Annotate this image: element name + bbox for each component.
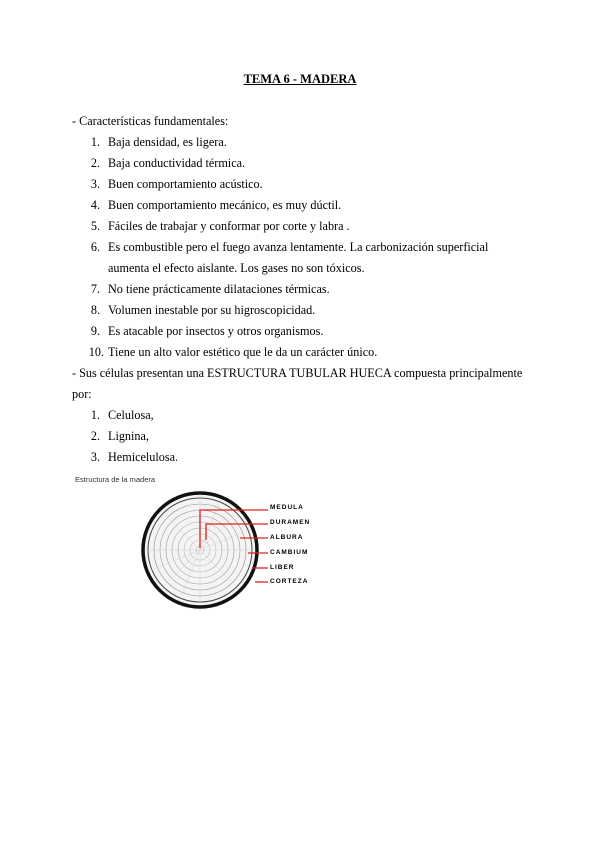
list-item: Hemicelulosa.	[108, 450, 179, 464]
list-item-number: 4.	[90, 198, 100, 212]
list-item-continuation: aumenta el efecto aislante. Los gases no son tóxicos.	[108, 261, 365, 275]
label-liber: LIBER	[270, 564, 295, 571]
list-item: Volumen inestable por su higroscopicidad.	[108, 303, 316, 317]
label-corteza: CORTEZA	[270, 578, 309, 585]
label-cambium: CAMBIUM	[270, 549, 309, 556]
list-item: Tiene un alto valor estético que le da un carácter único.	[108, 345, 378, 359]
list-item-number: 9.	[90, 324, 100, 338]
list-item: Celulosa,	[108, 408, 154, 422]
list-item-number: 5.	[90, 219, 100, 233]
list-item-number: 1.	[90, 135, 100, 149]
list-item-number: 2.	[90, 156, 100, 170]
list-item: Lignina,	[108, 429, 149, 443]
figure-caption: Estructura de la madera	[75, 475, 156, 484]
list-item: Baja conductividad térmica.	[108, 156, 246, 170]
list-item-number: 7.	[90, 282, 100, 296]
label-albura: ALBURA	[270, 534, 304, 541]
list-item-number: 1.	[90, 408, 100, 422]
list-item: Es atacable por insectos y otros organismos.	[108, 324, 324, 338]
list-item-number: 6.	[90, 240, 100, 254]
list-item-number: 8.	[90, 303, 100, 317]
section2-heading: - Sus células presentan una ESTRUCTURA TUBULAR HUECA compuesta principalmente	[72, 366, 523, 380]
section2-heading-cont: por:	[72, 387, 92, 401]
list-item-number: 2.	[90, 429, 100, 443]
list-item: Es combustible pero el fuego avanza lentamente. La carbonización superficial	[108, 240, 489, 254]
wood-cross-section-figure	[140, 490, 340, 610]
page-title: TEMA 6 - MADERA	[243, 72, 357, 86]
list-item-number: 10.	[88, 345, 104, 359]
list-item: Fáciles de trabajar y conformar por corte y labra .	[108, 219, 350, 233]
section1-heading: - Características fundamentales:	[72, 114, 229, 128]
list-item-number: 3.	[90, 450, 100, 464]
list-item-number: 3.	[90, 177, 100, 191]
label-medula: MEDULA	[270, 504, 304, 511]
list-item: No tiene prácticamente dilataciones térmicas.	[108, 282, 330, 296]
list-item: Buen comportamiento acústico.	[108, 177, 263, 191]
label-duramen: DURAMEN	[270, 519, 311, 526]
list-item: Buen comportamiento mecánico, es muy dúctil.	[108, 198, 342, 212]
list-item: Baja densidad, es ligera.	[108, 135, 227, 149]
